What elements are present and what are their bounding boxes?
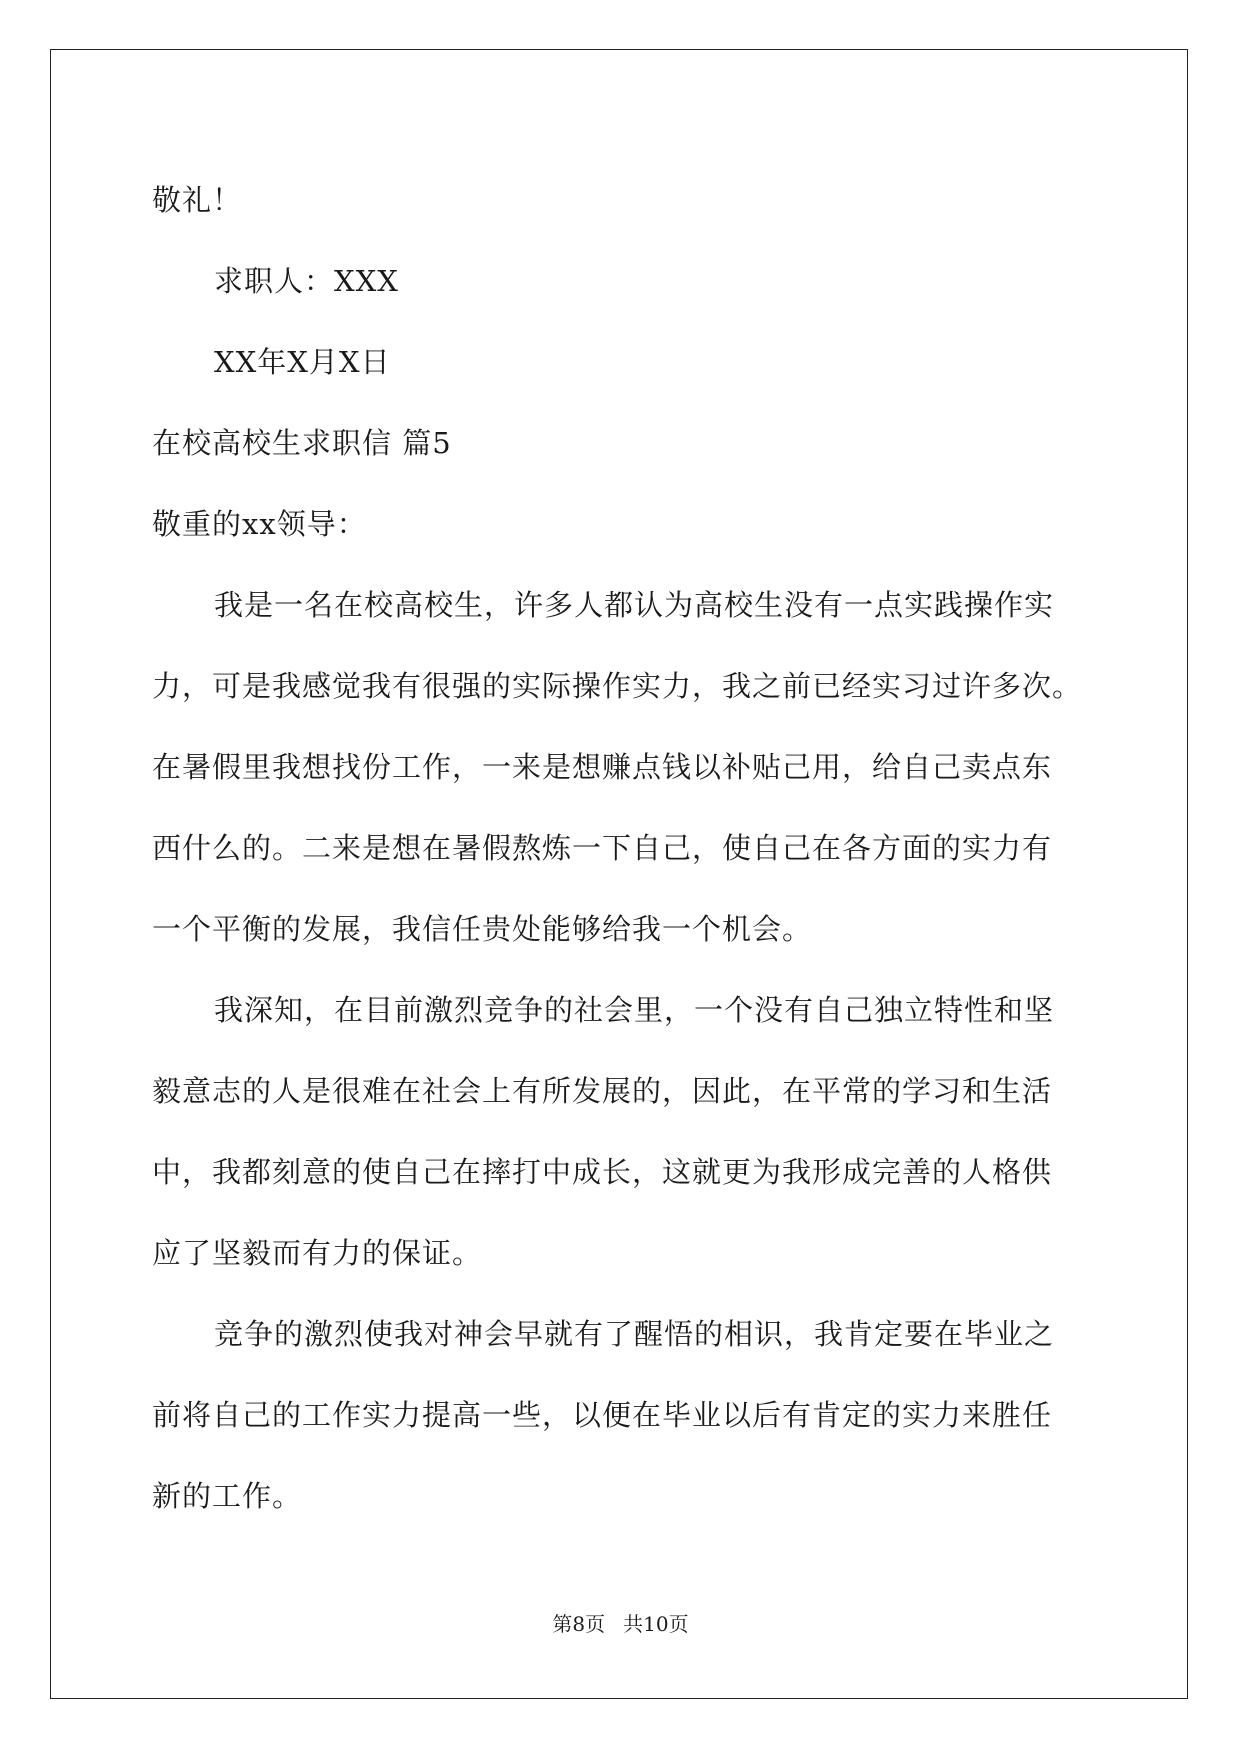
letter-greeting: 敬重的xx领导： xyxy=(152,507,367,541)
paragraph-line: 我深知，在目前激烈竞争的社会里，一个没有自己独立特性和坚 xyxy=(214,993,1055,1027)
page-footer xyxy=(0,1608,1241,1637)
signature-date: XX年X月X日 xyxy=(214,345,391,379)
paragraph-line: 我是一名在校高校生，许多人都认为高校生没有一点实践操作实 xyxy=(214,588,1055,622)
page-number: 第8页 xyxy=(552,1612,606,1636)
paragraph-line: 力，可是我感觉我有很强的实际操作实力，我之前已经实习过许多次。 xyxy=(152,669,1083,703)
paragraph-line: 毅意志的人是很难在社会上有所发展的，因此，在平常的学习和生活 xyxy=(152,1074,1053,1108)
page-total: 共10页 xyxy=(623,1612,689,1636)
paragraph-line: 应了坚毅而有力的保证。 xyxy=(152,1236,483,1270)
paragraph-line: 竞争的激烈使我对神会早就有了醒悟的相识，我肯定要在毕业之 xyxy=(214,1317,1055,1351)
signature-applicant: 求职人：XXX xyxy=(214,264,399,298)
paragraph-line: 一个平衡的发展，我信任贵处能够给我一个机会。 xyxy=(152,912,813,946)
paragraph-line: 西什么的。二来是想在暑假熬炼一下自己，使自己在各方面的实力有 xyxy=(152,831,1053,865)
section-title: 在校高校生求职信 篇5 xyxy=(152,426,452,460)
closing-salutation: 敬礼！ xyxy=(152,183,243,217)
paragraph-line: 前将自己的工作实力提高一些，以便在毕业以后有肯定的实力来胜任 xyxy=(152,1398,1053,1432)
paragraph-line: 在暑假里我想找份工作，一来是想赚点钱以补贴己用，给自己卖点东 xyxy=(152,750,1053,784)
document-body xyxy=(152,160,1102,1537)
paragraph-line: 新的工作。 xyxy=(152,1479,303,1513)
paragraph-line: 中，我都刻意的使自己在摔打中成长，这就更为我形成完善的人格供 xyxy=(152,1155,1053,1189)
